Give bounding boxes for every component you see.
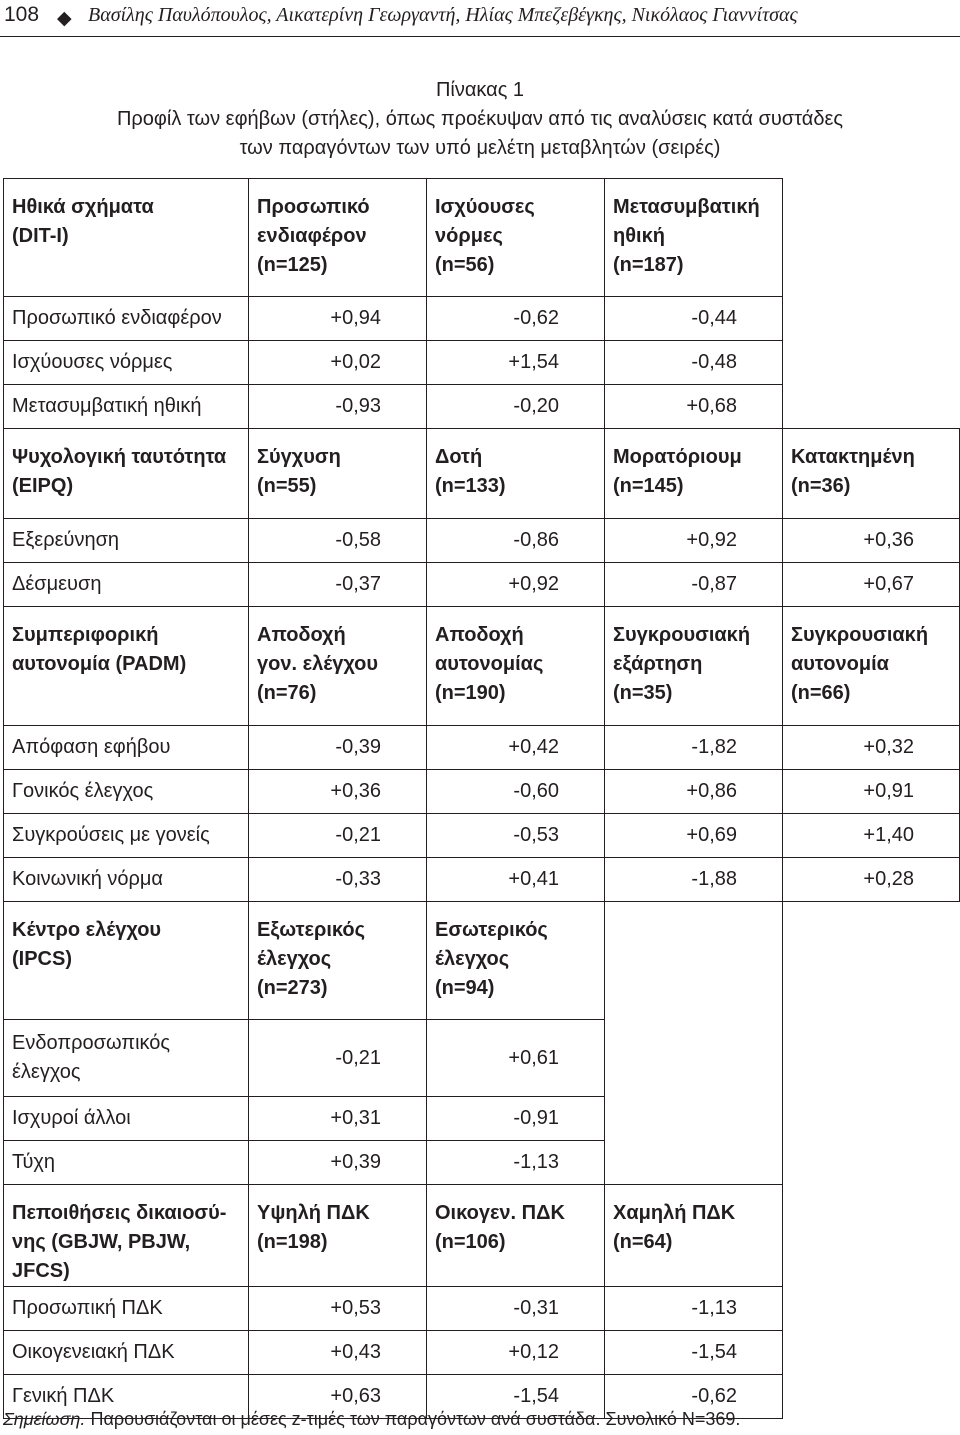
section-title-line: αυτονομία (PADM) <box>12 653 187 675</box>
empty-cell <box>783 297 960 341</box>
value-cell: -0,21 <box>249 814 427 858</box>
row-label <box>4 1287 249 1331</box>
cluster-header <box>427 1185 605 1287</box>
cluster-header-line: Οικογεν. ΠΔΚ <box>435 1202 565 1224</box>
value-cell: -1,82 <box>605 726 783 770</box>
cluster-header-line: (n=190) <box>435 682 506 704</box>
cluster-header <box>427 607 605 726</box>
empty-cell <box>783 1020 960 1097</box>
row-label <box>4 1141 249 1185</box>
cluster-header-line: (n=187) <box>613 254 684 276</box>
cluster-header-line: Μορατόριουμ <box>613 446 742 468</box>
value-cell: -0,93 <box>249 385 427 429</box>
row-label <box>4 563 249 607</box>
value-cell: +0,43 <box>249 1331 427 1375</box>
row-label <box>4 770 249 814</box>
cluster-header-line: αυτονομίας <box>435 653 544 675</box>
row-label-line: Μετασυμβατική ηθική <box>12 395 202 417</box>
cluster-header-line: (n=66) <box>791 682 851 704</box>
value-cell: +0,86 <box>605 770 783 814</box>
value-cell: +0,92 <box>427 563 605 607</box>
cluster-header-line: (n=94) <box>435 977 495 999</box>
table-row <box>4 814 960 858</box>
value-cell: +0,32 <box>783 726 960 770</box>
row-label <box>4 385 249 429</box>
row-label-line: Κοινωνική νόρμα <box>12 868 163 890</box>
row-label-line: Τύχη <box>12 1151 56 1173</box>
section-header-row <box>4 902 960 1020</box>
empty-cell <box>783 341 960 385</box>
empty-cell <box>783 1141 960 1185</box>
cluster-header-line: Αποδοχή <box>257 624 346 646</box>
value-cell: -0,20 <box>427 385 605 429</box>
row-label-line: Προσωπική ΠΔΚ <box>12 1297 163 1319</box>
table-title-line-2: των παραγόντων των υπό μελέτη μεταβλητών (σειρές) <box>239 137 721 159</box>
cluster-header-line: (n=35) <box>613 682 673 704</box>
empty-cell <box>783 1185 960 1287</box>
value-cell: +0,91 <box>783 770 960 814</box>
value-cell: -1,13 <box>605 1287 783 1331</box>
section-header-row <box>4 179 960 297</box>
value-cell: +0,36 <box>783 519 960 563</box>
value-cell: +1,40 <box>783 814 960 858</box>
cluster-header-line: Υψηλή ΠΔΚ <box>257 1202 370 1224</box>
value-cell: +0,42 <box>427 726 605 770</box>
cluster-header-line: ηθική <box>613 225 665 247</box>
table-label: Πίνακας 1 <box>435 79 525 101</box>
value-cell: +0,68 <box>605 385 783 429</box>
cluster-header-line: Αποδοχή <box>435 624 524 646</box>
row-label <box>4 858 249 902</box>
cluster-header-line: (n=36) <box>791 475 851 497</box>
row-label <box>4 297 249 341</box>
row-label <box>4 1020 249 1097</box>
value-cell: +0,39 <box>249 1141 427 1185</box>
cluster-header-line: Μετασυμβατική <box>613 196 760 218</box>
empty-cell <box>783 902 960 1020</box>
cluster-header <box>427 429 605 519</box>
value-cell: -1,88 <box>605 858 783 902</box>
section-header-row <box>4 1185 960 1287</box>
profiles-table <box>3 178 960 1419</box>
value-cell: -0,48 <box>605 341 783 385</box>
section-title <box>4 607 249 726</box>
value-cell: -0,62 <box>605 1375 783 1419</box>
cluster-header-line: Κατακτημένη <box>791 446 915 468</box>
cluster-header <box>427 902 605 1020</box>
cluster-header-line: (n=125) <box>257 254 328 276</box>
table-row <box>4 1287 960 1331</box>
section-title-line: Πεποιθήσεις δικαιοσύ- <box>12 1202 227 1224</box>
value-cell: +0,63 <box>249 1375 427 1419</box>
page-number: 108 <box>4 3 40 26</box>
cluster-header-line: Ισχύουσες <box>435 196 535 218</box>
cluster-header <box>605 1185 783 1287</box>
cluster-header <box>249 429 427 519</box>
value-cell: -1,13 <box>427 1141 605 1185</box>
row-label-line: Ισχυροί άλλοι <box>12 1107 131 1129</box>
cluster-header-line: Εξωτερικός <box>257 919 366 941</box>
row-label <box>4 814 249 858</box>
section-title <box>4 902 249 1020</box>
table-caption <box>0 76 960 163</box>
section-title-line: (IPCS) <box>12 948 72 970</box>
row-label-line: Γενική ΠΔΚ <box>12 1385 115 1407</box>
cluster-header-line: εξάρτηση <box>613 653 703 675</box>
empty-cell <box>783 1331 960 1375</box>
section-title-line: (EIPQ) <box>12 475 74 497</box>
table-row <box>4 726 960 770</box>
value-cell: +0,94 <box>249 297 427 341</box>
row-label <box>4 341 249 385</box>
value-cell: +0,28 <box>783 858 960 902</box>
row-label-line: Γονικός έλεγχος <box>12 780 154 802</box>
section-title <box>4 179 249 297</box>
section-title-line: νης (GBJW, PBJW, <box>12 1231 191 1253</box>
cluster-header-line: νόρμες <box>435 225 503 247</box>
cluster-header-line: Δοτή <box>435 446 483 468</box>
value-cell: +0,53 <box>249 1287 427 1331</box>
value-cell: -0,86 <box>427 519 605 563</box>
running-head: Βασίλης Παυλόπουλος, Αικατερίνη Γεωργαντή, Ηλίας Μπεζεβέγκης, Νικόλαος Γιαννίτσας <box>88 4 798 26</box>
cluster-header-line: Εσωτερικός <box>435 919 548 941</box>
cluster-header-line: Προσωπικό <box>257 196 370 218</box>
value-cell: +0,12 <box>427 1331 605 1375</box>
row-label-line: Προσωπικό ενδιαφέρον <box>12 307 222 329</box>
row-label-line: Ισχύουσες νόρμες <box>12 351 173 373</box>
cluster-header-line: ενδιαφέρον <box>257 225 367 247</box>
cluster-header <box>783 429 960 519</box>
cluster-header-line: (n=76) <box>257 682 317 704</box>
table-row <box>4 1141 960 1185</box>
value-cell: -0,21 <box>249 1020 427 1097</box>
cluster-header-line: (n=133) <box>435 475 506 497</box>
cluster-header <box>249 607 427 726</box>
row-label <box>4 1097 249 1141</box>
table-row <box>4 1020 960 1097</box>
cluster-header-line: έλεγχος <box>257 948 332 970</box>
section-title-line: Ψυχολογική ταυτότητα <box>12 446 227 468</box>
value-cell: +0,02 <box>249 341 427 385</box>
cluster-header-line: (n=145) <box>613 475 684 497</box>
cluster-header-line: Σύγχυση <box>257 446 341 468</box>
cluster-header <box>249 902 427 1020</box>
table-row <box>4 519 960 563</box>
table-row <box>4 1097 960 1141</box>
row-label <box>4 726 249 770</box>
note-label: Σημείωση. <box>3 1409 86 1429</box>
cluster-header-line: (n=64) <box>613 1231 673 1253</box>
table-note <box>3 1409 740 1430</box>
cluster-header-line: γον. ελέγχου <box>257 653 378 675</box>
diamond-icon: ◆ <box>57 7 72 29</box>
value-cell: +1,54 <box>427 341 605 385</box>
empty-cell <box>605 1097 783 1141</box>
table-row <box>4 341 960 385</box>
value-cell: -0,87 <box>605 563 783 607</box>
value-cell: -0,53 <box>427 814 605 858</box>
cluster-header-line: (n=198) <box>257 1231 328 1253</box>
table-row <box>4 1331 960 1375</box>
value-cell: -0,37 <box>249 563 427 607</box>
value-cell: +0,61 <box>427 1020 605 1097</box>
cluster-header <box>605 607 783 726</box>
table-row <box>4 858 960 902</box>
section-title-line: (DIT-I) <box>12 225 69 247</box>
cluster-header <box>427 179 605 297</box>
empty-cell <box>783 1097 960 1141</box>
value-cell: -0,44 <box>605 297 783 341</box>
row-label <box>4 519 249 563</box>
note-text: Παρουσιάζονται οι μέσες z-τιμές των παραγόντων ανά συστάδα. Συνολικό Ν=369. <box>85 1409 741 1429</box>
cluster-header <box>605 179 783 297</box>
value-cell: -0,39 <box>249 726 427 770</box>
cluster-header-line: Συγκρουσιακή <box>613 624 751 646</box>
section-title-line: Ηθικά σχήματα <box>12 196 154 218</box>
row-label-line: Ενδοπροσωπικός <box>12 1032 171 1054</box>
value-cell: -0,91 <box>427 1097 605 1141</box>
value-cell: -0,31 <box>427 1287 605 1331</box>
row-label-line: Συγκρούσεις με γονείς <box>12 824 210 846</box>
value-cell: -0,33 <box>249 858 427 902</box>
empty-cell <box>783 1375 960 1419</box>
section-title <box>4 429 249 519</box>
cluster-header <box>249 1185 427 1287</box>
table-row <box>4 297 960 341</box>
table-body <box>4 179 960 1419</box>
value-cell: +0,67 <box>783 563 960 607</box>
section-header-row <box>4 429 960 519</box>
cluster-header-line: (n=55) <box>257 475 317 497</box>
value-cell: -1,54 <box>605 1331 783 1375</box>
value-cell: +0,69 <box>605 814 783 858</box>
value-cell: +0,41 <box>427 858 605 902</box>
row-label-line: Οικογενειακή ΠΔΚ <box>12 1341 175 1363</box>
table-title-line-1: Προφίλ των εφήβων (στήλες), όπως προέκυψαν από τις αναλύσεις κατά συστάδες <box>116 108 844 130</box>
section-title-line: Κέντρο ελέγχου <box>12 919 162 941</box>
cluster-header-line: (n=106) <box>435 1231 506 1253</box>
empty-cell <box>605 1020 783 1097</box>
value-cell: +0,92 <box>605 519 783 563</box>
cluster-header-line: έλεγχος <box>435 948 510 970</box>
section-title <box>4 1185 249 1287</box>
cluster-header-line: Συγκρουσιακή <box>791 624 929 646</box>
empty-cell <box>605 902 783 1020</box>
value-cell: -1,54 <box>427 1375 605 1419</box>
section-header-row <box>4 607 960 726</box>
table-row <box>4 385 960 429</box>
cluster-header <box>605 429 783 519</box>
empty-cell <box>605 1141 783 1185</box>
section-title-line: JFCS) <box>12 1260 70 1282</box>
table-row <box>4 770 960 814</box>
empty-cell <box>783 1287 960 1331</box>
empty-cell <box>783 179 960 297</box>
cluster-header <box>249 179 427 297</box>
cluster-header-line: (n=273) <box>257 977 328 999</box>
value-cell: -0,62 <box>427 297 605 341</box>
row-label-line: Δέσμευση <box>12 573 102 595</box>
section-title-line: Συμπεριφορική <box>12 624 159 646</box>
value-cell: -0,58 <box>249 519 427 563</box>
row-label-line: Απόφαση εφήβου <box>12 736 171 758</box>
row-label-line: έλεγχος <box>12 1061 81 1083</box>
value-cell: +0,36 <box>249 770 427 814</box>
page-header <box>0 0 960 37</box>
row-label-line: Εξερεύνηση <box>12 529 120 551</box>
empty-cell <box>783 385 960 429</box>
cluster-header-line: Χαμηλή ΠΔΚ <box>613 1202 736 1224</box>
value-cell: -0,60 <box>427 770 605 814</box>
value-cell: +0,31 <box>249 1097 427 1141</box>
cluster-header-line: (n=56) <box>435 254 495 276</box>
cluster-header <box>783 607 960 726</box>
table-row <box>4 563 960 607</box>
cluster-header-line: αυτονομία <box>791 653 889 675</box>
row-label <box>4 1331 249 1375</box>
